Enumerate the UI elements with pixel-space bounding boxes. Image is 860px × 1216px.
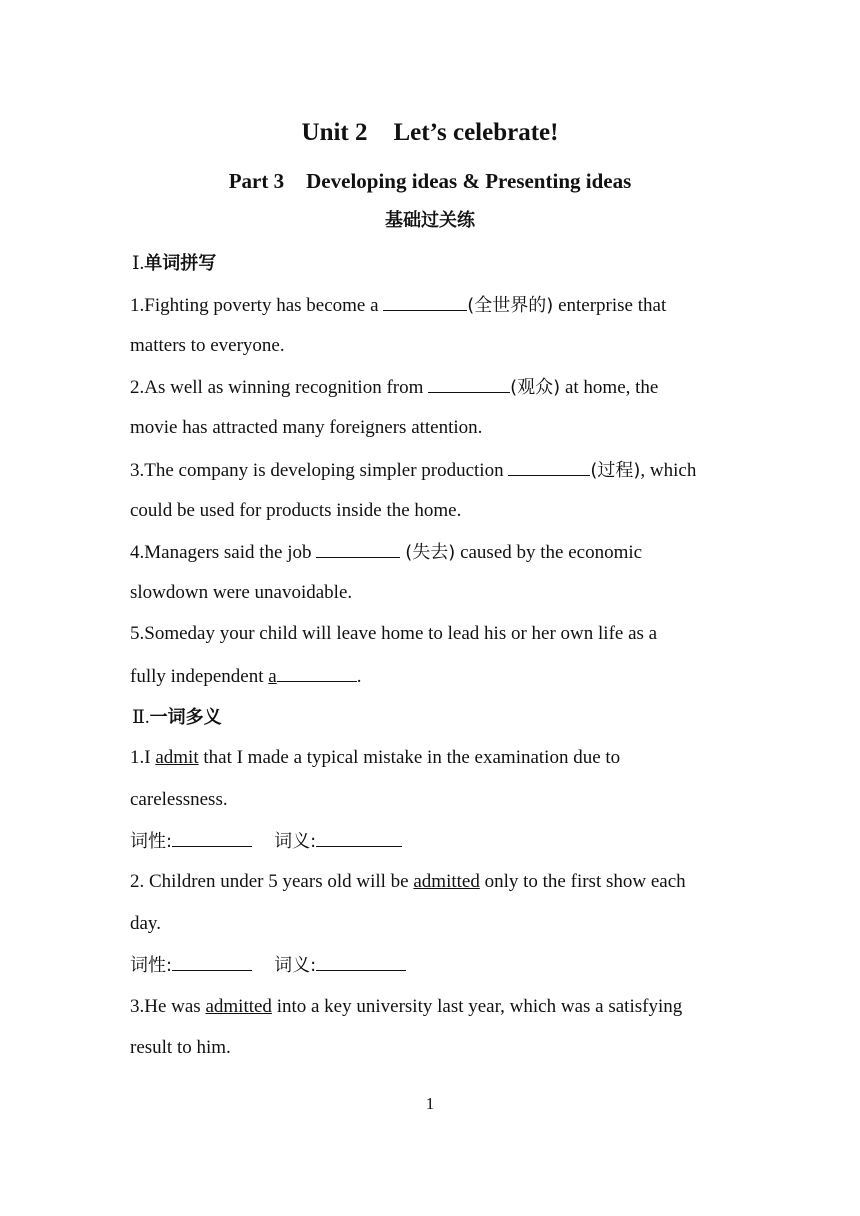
part-title [0, 166, 860, 196]
unit-number: Unit 2 [301, 119, 368, 146]
hint: (观众) [510, 377, 561, 398]
answer-blank[interactable] [316, 537, 400, 558]
s1-q3-line2: could be used for products inside the home. [130, 500, 462, 521]
s2-q3-line2: result to him. [130, 1037, 231, 1058]
meaning-blank[interactable] [316, 826, 402, 847]
hint: (失去) [405, 542, 456, 563]
section-1-numeral: Ⅰ. [132, 253, 145, 274]
section-1-label: 单词拼写 [144, 253, 217, 274]
section-1-heading [132, 249, 216, 279]
s1-q2-line2: movie has attracted many foreigners attention. [130, 417, 483, 438]
pos-blank[interactable] [172, 826, 252, 847]
target-word: admit [155, 747, 199, 768]
section-2-heading [132, 703, 222, 733]
meaning-label: 词义: [274, 955, 317, 976]
answer-blank[interactable] [508, 455, 590, 476]
s2-q2-answer-row [130, 950, 406, 981]
pos-label: 词性: [130, 955, 173, 976]
hint: (全世界的) [467, 295, 554, 316]
s1-q4-line2: slowdown were unavoidable. [130, 582, 353, 603]
s1-q3-line1: 3.The company is developing simpler production (过程), which [130, 455, 696, 486]
page-number: 1 [425, 1094, 435, 1113]
section-2-numeral: Ⅱ. [132, 707, 150, 728]
initial-letter: a [268, 666, 277, 687]
meaning-blank[interactable] [316, 950, 406, 971]
answer-blank[interactable] [277, 661, 357, 682]
target-word: admitted [205, 996, 272, 1017]
pos-blank[interactable] [172, 950, 252, 971]
part-name: Developing ideas & Presenting ideas [306, 169, 632, 193]
s1-q1-line2: matters to everyone. [130, 335, 285, 356]
s1-q1-line1: 1.Fighting poverty has become a (全世界的) enterprise that [130, 290, 666, 321]
s2-q1-answer-row [130, 826, 402, 857]
s2-q1-line1: 1.I admit that I made a typical mistake in the examination due to [130, 747, 621, 768]
answer-blank[interactable] [383, 290, 467, 311]
level-heading: 基础过关练 [385, 210, 475, 231]
section-2-label: 一词多义 [149, 707, 222, 728]
s1-q2-line1: 2.As well as winning recognition from (观众) at home, the [130, 372, 658, 403]
s2-q2-line2: day. [130, 913, 161, 934]
hint: (过程) [590, 460, 641, 481]
unit-name: Let’s celebrate! [393, 119, 559, 146]
s1-q5-line2: fully independent a . [130, 661, 361, 692]
meaning-label: 词义: [274, 831, 317, 852]
s2-q3-line1: 3.He was admitted into a key university last year, which was a satisfying [130, 996, 683, 1017]
unit-title [0, 116, 860, 150]
pos-label: 词性: [130, 831, 173, 852]
target-word: admitted [413, 871, 480, 892]
answer-blank[interactable] [428, 372, 510, 393]
part-number: Part 3 [228, 169, 285, 193]
s2-q2-line1: 2. Children under 5 years old will be admitted only to the first show each [130, 871, 686, 892]
s1-q5-line1: 5.Someday your child will leave home to lead his or her own life as a [130, 623, 658, 644]
s2-q1-line2: carelessness. [130, 789, 228, 810]
s1-q4-line1: 4.Managers said the job (失去) caused by the economic [130, 537, 642, 568]
